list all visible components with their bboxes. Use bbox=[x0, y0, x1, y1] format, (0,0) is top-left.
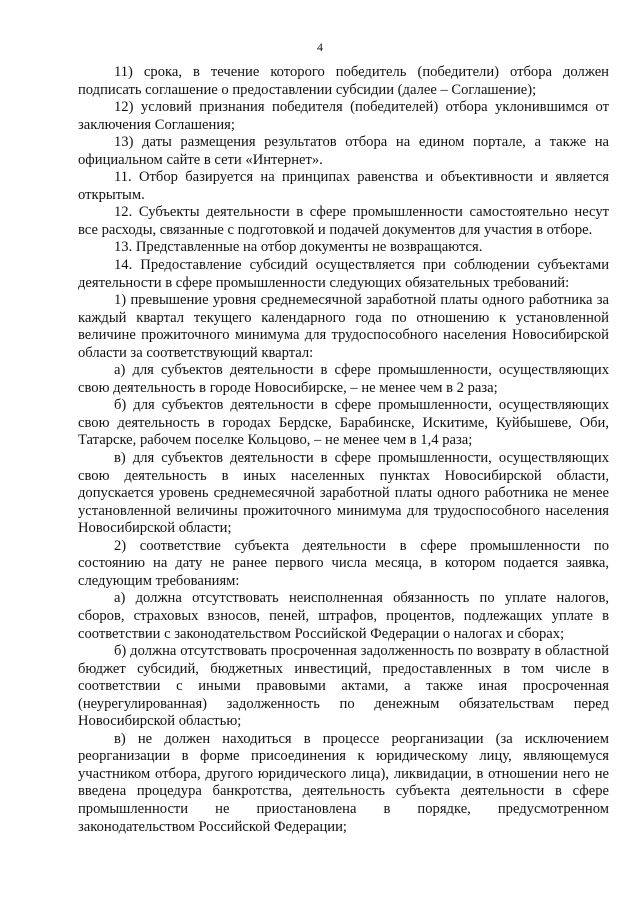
page-number: 4 bbox=[317, 40, 323, 54]
paragraph-point-11: 11. Отбор базируется на принципах равенства и объективности и является открытым. bbox=[78, 169, 609, 203]
paragraph-requirement-1v: в) для субъектов деятельности в сфере промышленности, осуществляющих свою деятельность в иных населенных пунктах Новосибирской области, допускается уровень среднемесячной заработной платы одного работника не менее установленной величины прожиточного минимума для трудоспособного населения Новосибирской области; bbox=[78, 450, 609, 537]
paragraph-item-12: 12) условий признания победителя (победителей) отбора уклонившимся от заключения Соглашения; bbox=[78, 99, 609, 133]
paragraph-requirement-1b: б) для субъектов деятельности в сфере промышленности, осуществляющих свою деятельность в городах Бердске, Барабинске, Искитиме, Куйбышеве, Оби, Татарске, рабочем поселке Кольцово, – не менее чем в 1,4 раза; bbox=[78, 397, 609, 449]
paragraph-item-13: 13) даты размещения результатов отбора на едином портале, а также на официальном сайте в сети «Интернет». bbox=[78, 134, 609, 168]
document-body bbox=[78, 64, 609, 836]
paragraph-point-12: 12. Субъекты деятельности в сфере промышленности самостоятельно несут все расходы, связанные с подготовкой и подачей документов для участия в отборе. bbox=[78, 204, 609, 238]
paragraph-requirement-2b: б) должна отсутствовать просроченная задолженность по возврату в областной бюджет субсидий, бюджетных инвестиций, предоставленных в том числе в соответствии с иными правовыми актами, а также иная просроченная (неурегулированная) задолженность по денежным обязательствам перед Новосибирской областью; bbox=[78, 643, 609, 730]
paragraph-item-11: 11) срока, в течение которого победитель (победители) отбора должен подписать соглашение о предоставлении субсидии (далее – Соглашение); bbox=[78, 64, 609, 98]
paragraph-requirement-1: 1) превышение уровня среднемесячной заработной платы одного работника за каждый квартал текущего календарного года по отношению к установленной величине прожиточного минимума для трудоспособного населения Новосибирской области за соответствующий квартал: bbox=[78, 292, 609, 361]
paragraph-point-14: 14. Предоставление субсидий осуществляется при соблюдении субъектами деятельности в сфере промышленности следующих обязательных требований: bbox=[78, 257, 609, 291]
paragraph-requirement-2a: а) должна отсутствовать неисполненная обязанность по уплате налогов, сборов, страховых взносов, пеней, штрафов, процентов, подлежащих уплате в соответствии с законодательством Российской Федерации о налогах и сборах; bbox=[78, 590, 609, 642]
paragraph-point-13: 13. Представленные на отбор документы не возвращаются. bbox=[114, 239, 483, 256]
paragraph-requirement-2: 2) соответствие субъекта деятельности в сфере промышленности по состоянию на дату не ранее первого числа месяца, в котором подается заявка, следующим требованиям: bbox=[78, 537, 609, 589]
paragraph-requirement-2v: в) не должен находиться в процессе реорганизации (за исключением реорганизации в форме присоединения к юридическому лицу, являющемуся участником отбора, другого юридического лица), ликвидации, в отношении него не введена процедура банкротства, деятельность субъекта деятельности в сфере промышленности не приостановлена в порядке, предусмотренном законодательством Российской Федерации; bbox=[78, 730, 609, 835]
paragraph-requirement-1a: а) для субъектов деятельности в сфере промышленности, осуществляющих свою деятельность в городе Новосибирске, – не менее чем в 2 раза; bbox=[78, 362, 609, 396]
